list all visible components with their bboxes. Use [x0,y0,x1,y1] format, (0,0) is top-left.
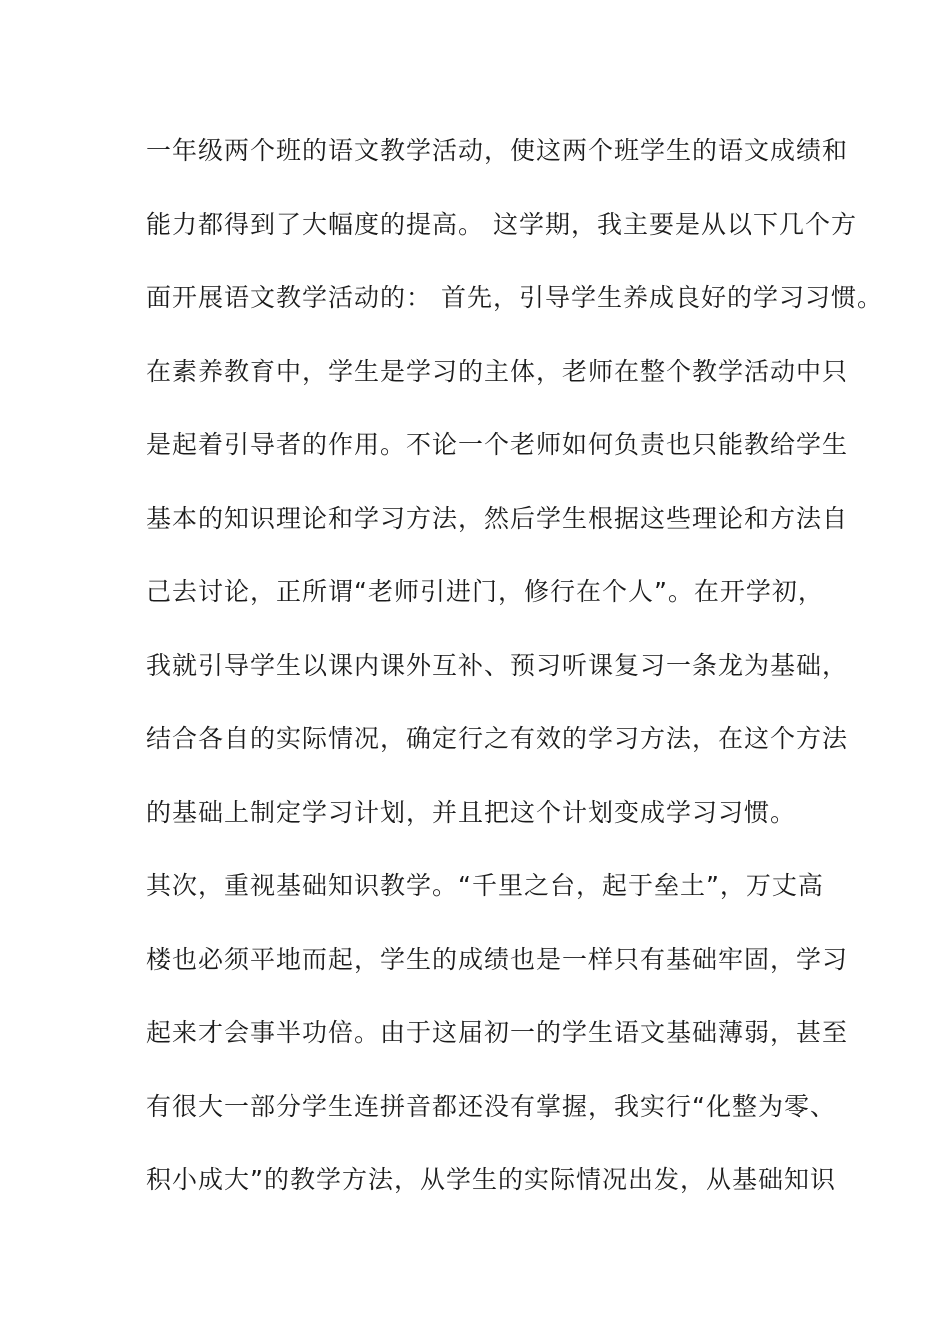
text-line: 面开展语文教学活动的： 首先，引导学生养成良好的学习习惯。 [146,283,883,312]
text-line: 的基础上制定学习计划，并且把这个计划变成学习习惯。 [146,797,797,827]
text-line: 在素养教育中，学生是学习的主体，老师在整个教学活动中只 [146,356,849,386]
text-line: 一年级两个班的语文教学活动，使这两个班学生的语文成绩和 [146,136,849,165]
text-line: 积小成大”的教学方法，从学生的实际情况出发，从基础知识 [146,1165,836,1194]
text-line: 基本的知识理论和学习方法，然后学生根据这些理论和方法自 [146,503,849,533]
text-line: 有很大一部分学生连拼音都还没有掌握，我实行“化整为零、 [146,1091,836,1121]
text-line: 结合各自的实际情况，确定行之有效的学习方法，在这个方法 [146,724,849,753]
text-line: 是起着引导者的作用。不论一个老师如何负责也只能教给学生 [146,430,849,459]
text-line: 楼也必须平地而起，学生的成绩也是一样只有基础牢固，学习 [146,944,849,974]
text-line: 起来才会事半功倍。由于这届初一的学生语文基础薄弱，甚至 [146,1018,849,1047]
body-text [146,128,883,1231]
text-line: 我就引导学生以课内课外互补、预习听课复习一条龙为基础， [146,650,849,680]
text-line: 己去讨论，正所谓“老师引进门，修行在个人”。在开学初， [146,577,824,606]
text-line: 能力都得到了大幅度的提高。 这学期，我主要是从以下几个方 [146,209,857,239]
text-line: 其次，重视基础知识教学。“千里之台，起于垒土”，万丈高 [146,871,824,900]
